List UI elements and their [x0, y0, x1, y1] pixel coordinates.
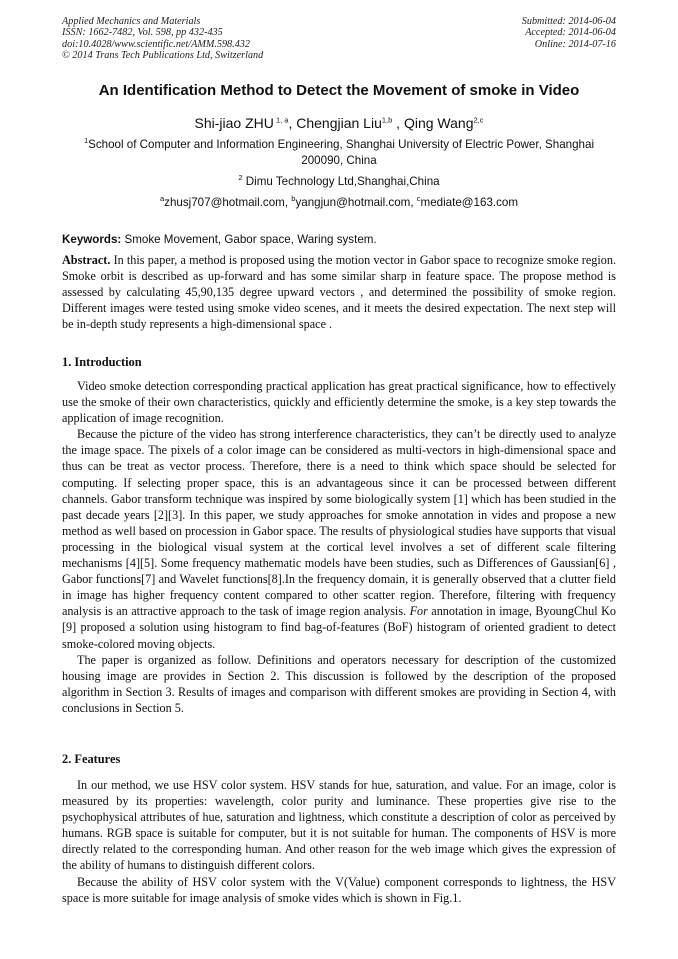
submitted-date: Submitted: 2014-06-04	[521, 16, 616, 27]
journal-info	[62, 16, 263, 62]
email-address: yangjun@hotmail.com,	[295, 196, 417, 209]
paragraph: Video smoke detection corresponding practical application has great practical significance, how to effectively use the smoke of their own characteristics, quickly and efficiently determine the smoke, is a key step towards the application of image recognition.	[62, 379, 616, 426]
italic-text: For	[409, 604, 428, 619]
author-affiliation-mark: 1, a	[273, 115, 289, 125]
online-date: Online: 2014-07-16	[534, 38, 616, 50]
features-body	[62, 777, 616, 906]
journal-name: Applied Mechanics and Materials	[62, 16, 201, 27]
paragraph: In our method, we use HSV color system. HSV stands for hue, saturation, and value. For an image, color is measured by its properties: wavelength, color purity and luminance. These properties give rise to the psychophysical attributes of hue, saturation and lightness, which constitute a description of color as perceived by humans. RGB space is suitable for computer, but it is not suitable for human. The components of HSV is more directly related to the corresponding human. And other reason for the web image which gives the expression of the ability of humans to distinguish different colors.	[62, 778, 616, 873]
doi-line: doi:10.4028/www.scientific.net/AMM.598.432	[62, 38, 250, 50]
author-affiliation-mark: 2,c	[473, 115, 484, 125]
affiliation-1	[62, 137, 616, 168]
email-mark: c	[416, 194, 421, 204]
author-separator: ,	[392, 115, 404, 131]
paragraph	[62, 426, 616, 651]
copyright-line: © 2014 Trans Tech Publications Ltd, Switzerland	[62, 50, 264, 62]
email-mark: a	[159, 194, 165, 204]
abstract	[62, 252, 616, 332]
author-name: Shi-jiao ZHU	[194, 115, 274, 131]
author-affiliation-mark: 1,b	[381, 115, 393, 125]
abstract-label: Abstract.	[62, 253, 111, 267]
author-name: Qing Wang	[403, 115, 474, 131]
keywords	[62, 233, 616, 247]
paragraph: Because the ability of HSV color system with the V(Value) component corresponds to lightness, the HSV space is more suitable for image analysis of smoke vides which is shown in Fig.1.	[62, 874, 616, 905]
affiliation-text: Dimu Technology Ltd,Shanghai,China	[242, 175, 440, 188]
section-heading-features: 2. Features	[62, 752, 121, 766]
introduction-body	[62, 378, 616, 716]
author-list	[40, 114, 638, 132]
section-heading-introduction: 1. Introduction	[62, 355, 142, 369]
paper-title: An Identification Method to Detect the Movement of smoke in Video	[98, 82, 580, 99]
email-address: zhusj707@hotmail.com,	[164, 196, 292, 209]
keywords-text: Smoke Movement, Gabor space, Waring system.	[121, 233, 377, 246]
author-name: Chengjian Liu	[296, 115, 382, 131]
keywords-label: Keywords:	[62, 233, 122, 246]
paragraph: The paper is organized as follow. Definitions and operators necessary for description of the customized housing image are provides in Section 2. This discussion is followed by the description of the proposed algorithm in Section 3. Results of images and comparison with different smokes are providing in Section 4, with conclusions in Section 5.	[62, 652, 616, 715]
paragraph-text: Because the picture of the video has strong interference characteristics, they can’t be directly used to analyze the image space. The pixels of a color image can be considered as multi-vectors in high-dimensional space and thus can be treat as vector process. Therefore, there is a need to think which space should be selected for computing. If selecting proper space, this is an advantageous since it can be processed between different channels. Gabor transform technique was inspired by some biologically system [1] which has been studied in the past decade years [2][3]. In this paper, we study approaches for smoke annotation in vides and propose a new method as well based on procession in Gabor space. The results of physiological studies have supports that visual processing in the biological visual system at the cortical level involves a set of different scale filtering mechanisms [4][5]. Some frequency mathematic models have been studies, such as Differences of Gaussian[6] , Gabor functions[7] and Wavelet functions[8].In the frequency domain, it is generally observed that a clutter field in image has higher frequency content compared to other scatter region. Therefore, filtering with frequency analysis is an attractive approach to the task of image region analysis.	[62, 427, 616, 619]
abstract-text: In this paper, a method is proposed using the motion vector in Gabor space to recognize smoke region. Smoke orbit is described as up-forward and has some similar sharp in feature space. The propose method is assessed by calculating 45,90,135 degree upward vectors , and determined the possibility of smoke region. Different images were tested using smoke video scenes, and it meets the desired expectation. The next step will be in-depth study represents a high-dimensional space .	[62, 253, 616, 332]
affiliation-text: School of Computer and Information Engineering, Shanghai University of Electric Power, Shanghai 200090, China	[88, 138, 595, 167]
email-mark: b	[291, 194, 296, 204]
author-separator: ,	[288, 115, 297, 131]
issn-line: ISSN: 1662-7482, Vol. 598, pp 432-435	[62, 27, 223, 39]
author-emails	[62, 195, 616, 211]
affiliation-mark: 1	[83, 136, 89, 146]
affiliation-mark: 2	[238, 173, 243, 183]
accepted-date: Accepted: 2014-06-04	[525, 27, 616, 39]
email-address: mediate@163.com	[420, 196, 519, 209]
submission-dates	[522, 16, 616, 50]
paragraph-text: annotation in image, ByoungChul Ko [9] proposed a solution using histogram to find bag-of-features (BoF) histogram of oriented gradient to detect smoke-colored moving objects.	[62, 604, 616, 651]
affiliation-2	[62, 174, 616, 190]
